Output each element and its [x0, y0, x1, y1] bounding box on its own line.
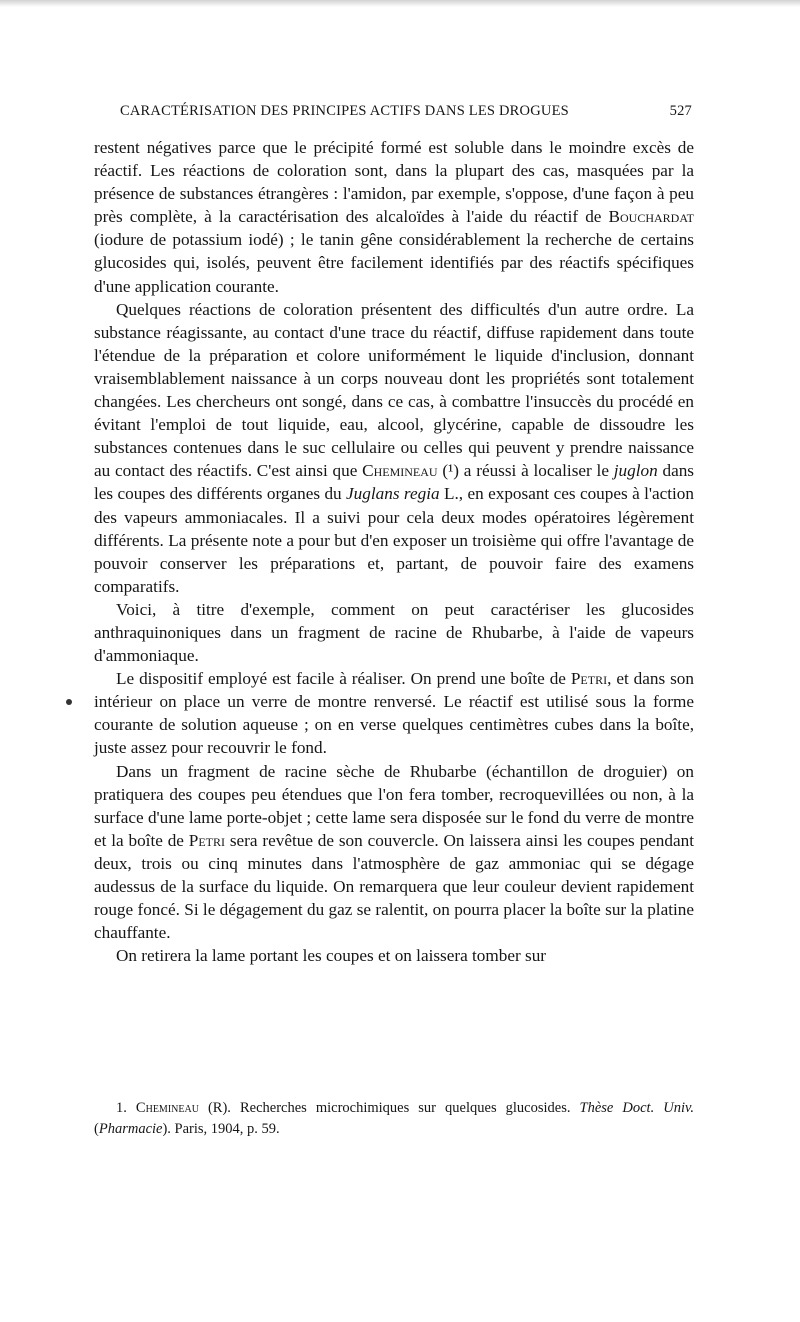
running-title: CARACTÉRISATION DES PRINCIPES ACTIFS DANS LES DROGUES: [120, 103, 569, 119]
text-run: a réussi à localiser le: [459, 461, 614, 481]
paragraph-1: [94, 136, 694, 298]
text-run: Dans un fragment de racine sèche de Rhubarbe (échantillon de droguier) on pratiquera des coupes peu étendues que l'on fera tomber, recroquevillées ou non, à la surface d'une lame porte-objet ; cette lame sera disposée sur le fond du verre de montre et la boîte de: [94, 761, 694, 850]
author-name: Chemineau: [362, 461, 438, 481]
text-run: (iodure de potassium iodé) ; le tanin gêne considérablement la recherche de certains glucosides qui, isolés, peuvent être facilement identifiés par des réactifs spécifiques d'une application courante.: [94, 230, 694, 296]
italic-term: Thèse Doct. Univ.: [579, 1100, 694, 1116]
text-run: ). Paris, 1904, p. 59.: [162, 1121, 280, 1137]
text-run: sera revêtue de son couvercle. On laissera ainsi les coupes pendant deux, trois ou cinq minutes dans l'atmosphère de gaz ammoniac qui se dégage audessus de la surface du liquide. On remarquera que leur couleur devient rapidement rouge foncé. Si le dégagement du gaz se ralentit, on pourra placer la boîte sur la platine chauffante.: [94, 830, 694, 943]
species-name: Juglans regia: [346, 484, 440, 504]
author-name: Petri: [188, 830, 226, 850]
author-name: Petri: [570, 669, 608, 689]
text-run: Quelques réactions de coloration présentent des difficultés d'un autre ordre. La substance réagissante, au contact d'une trace du réactif, diffuse rapidement dans toute l'étendue de la préparation et colore uniformément le liquide d'inclusion, donnant vraisemblablement naissance à un corps nouveau dont les propriétés sont totalement changées. Les chercheurs ont songé, dans ce cas, à combattre l'insuccès du procédé en évitant l'emploi de tout liquide, eau, alcool, glycérine, capable de dissoudre les substances contenues dans le suc cellulaire ou celles qui peuvent y prendre naissance au contact des réactifs. C'est ainsi que: [94, 299, 694, 481]
italic-term: Pharmacie: [98, 1121, 163, 1137]
text-run: L., en exposant ces coupes à l'action des vapeurs ammoniacales. Il a suivi pour cela deux modes opératoires légèrement différents. La présente note a pour but d'en exposer un troisième qui offre l'avantage de pouvoir conserver les préparations et, partant, de pouvoir faire des examens comparatifs.: [94, 484, 694, 596]
footnote-1: [94, 1098, 694, 1140]
paragraph-4: [94, 667, 694, 759]
paragraph-5: [94, 760, 694, 945]
paragraph-2: [94, 298, 694, 598]
body-text: [94, 136, 694, 967]
footnote: [94, 1098, 694, 1140]
italic-term: juglon: [613, 461, 658, 481]
page-header: [120, 103, 692, 125]
paragraph-6: On retirera la lame portant les coupes et on laissera tomber sur: [116, 946, 547, 966]
text-run: , et dans son intérieur on place un verre de montre renversé. Le réactif est utilisé sous la forme courante de solution aqueuse ; on en verse quelques centimètres cubes dans la boîte, juste assez pour recouvrir le fond.: [94, 669, 694, 758]
margin-dot: [66, 699, 72, 705]
text-run: Le dispositif employé est facile à réaliser. On prend une boîte de: [116, 669, 571, 689]
paragraph-3: Voici, à titre d'exemple, comment on peut caractériser les glucosides anthraquinoniques dans un fragment de racine de Rhubarbe, à l'aide de vapeurs d'ammoniaque.: [94, 599, 694, 666]
page-number: 527: [669, 103, 692, 119]
text-run: (: [94, 1121, 99, 1137]
author-name: Chemineau: [135, 1100, 199, 1116]
author-name: Bouchardat: [608, 207, 694, 227]
scan-edge: [0, 0, 800, 7]
text-run: (R). Recherches microchimiques sur quelques glucosides.: [198, 1100, 580, 1116]
footnote-ref: (¹): [442, 461, 459, 481]
text-run: restent négatives parce que le précipité formé est soluble dans le moindre excès de réactif. Les réactions de coloration sont, dans la plupart des cas, masquées par la présence de substances étrangères : l'amidon, par exemple, s'oppose, d'une façon à peu près complète, à la caractérisation des alcaloïdes à l'aide du réactif de: [94, 138, 694, 227]
text-run: dans les coupes des différents organes du: [94, 461, 694, 504]
footnote-number: 1.: [116, 1100, 127, 1116]
